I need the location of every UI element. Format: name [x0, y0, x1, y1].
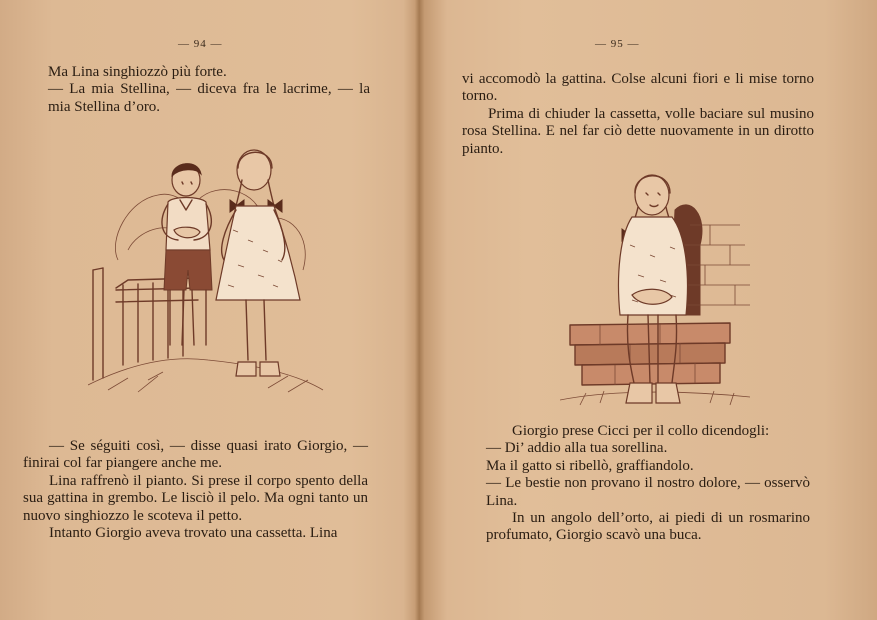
paragraph: Prima di chiuder la cassetta, volle baciare sul musino rosa Stellina. E nel far ciò dette nuovamente in un dirotto pianto.: [462, 105, 814, 157]
paragraph: Giorgio prese Cicci per il collo dicendogli:: [512, 423, 770, 439]
illustration-boy-and-girl: [88, 140, 328, 400]
paragraph: [48, 81, 370, 116]
paragraph: vi accomodò la gattina. Colse alcuni fiori e li mise torno torno.: [462, 71, 814, 105]
paragraph: — Di’ addio alla tua sorellina.: [486, 440, 668, 457]
paragraph-text: — La mia Stellina, — diceva fra le lacrime, — la mia Stellina d’oro.: [48, 81, 370, 115]
paragraph: Ma Lina singhiozzò più forte.: [48, 64, 227, 80]
left-top-text: [48, 64, 370, 116]
page-number-right: — 95 —: [595, 38, 640, 50]
paragraph: — Se séguiti così, — disse quasi irato Giorgio, — finirai col far piangere anche me.: [23, 438, 368, 472]
left-page: [0, 0, 414, 620]
paragraph: — Le bestie non provano il nostro dolore, — osservò Lina.: [486, 475, 810, 509]
right-top-text: [462, 71, 814, 158]
illustration-girl-sitting: [560, 165, 760, 415]
paragraph: In un angolo dell’orto, ai piedi di un rosmarino profumato, Giorgio scavò una buca.: [486, 510, 810, 544]
right-bottom-text: [486, 423, 810, 545]
page-number-left: — 94 —: [178, 38, 223, 50]
right-page: [420, 0, 877, 620]
left-bottom-text: [23, 438, 368, 542]
paragraph: Ma il gatto si ribellò, graffiandolo.: [486, 457, 694, 474]
paragraph: Lina raffrenò il pianto. Si prese il corpo spento della sua gattina in grembo. Le lisciò il pelo. Ma ogni tanto un nuovo singhiozzo le scoteva il petto.: [23, 472, 368, 524]
paragraph: Intanto Giorgio aveva trovato una cassetta. Lina: [49, 525, 338, 542]
